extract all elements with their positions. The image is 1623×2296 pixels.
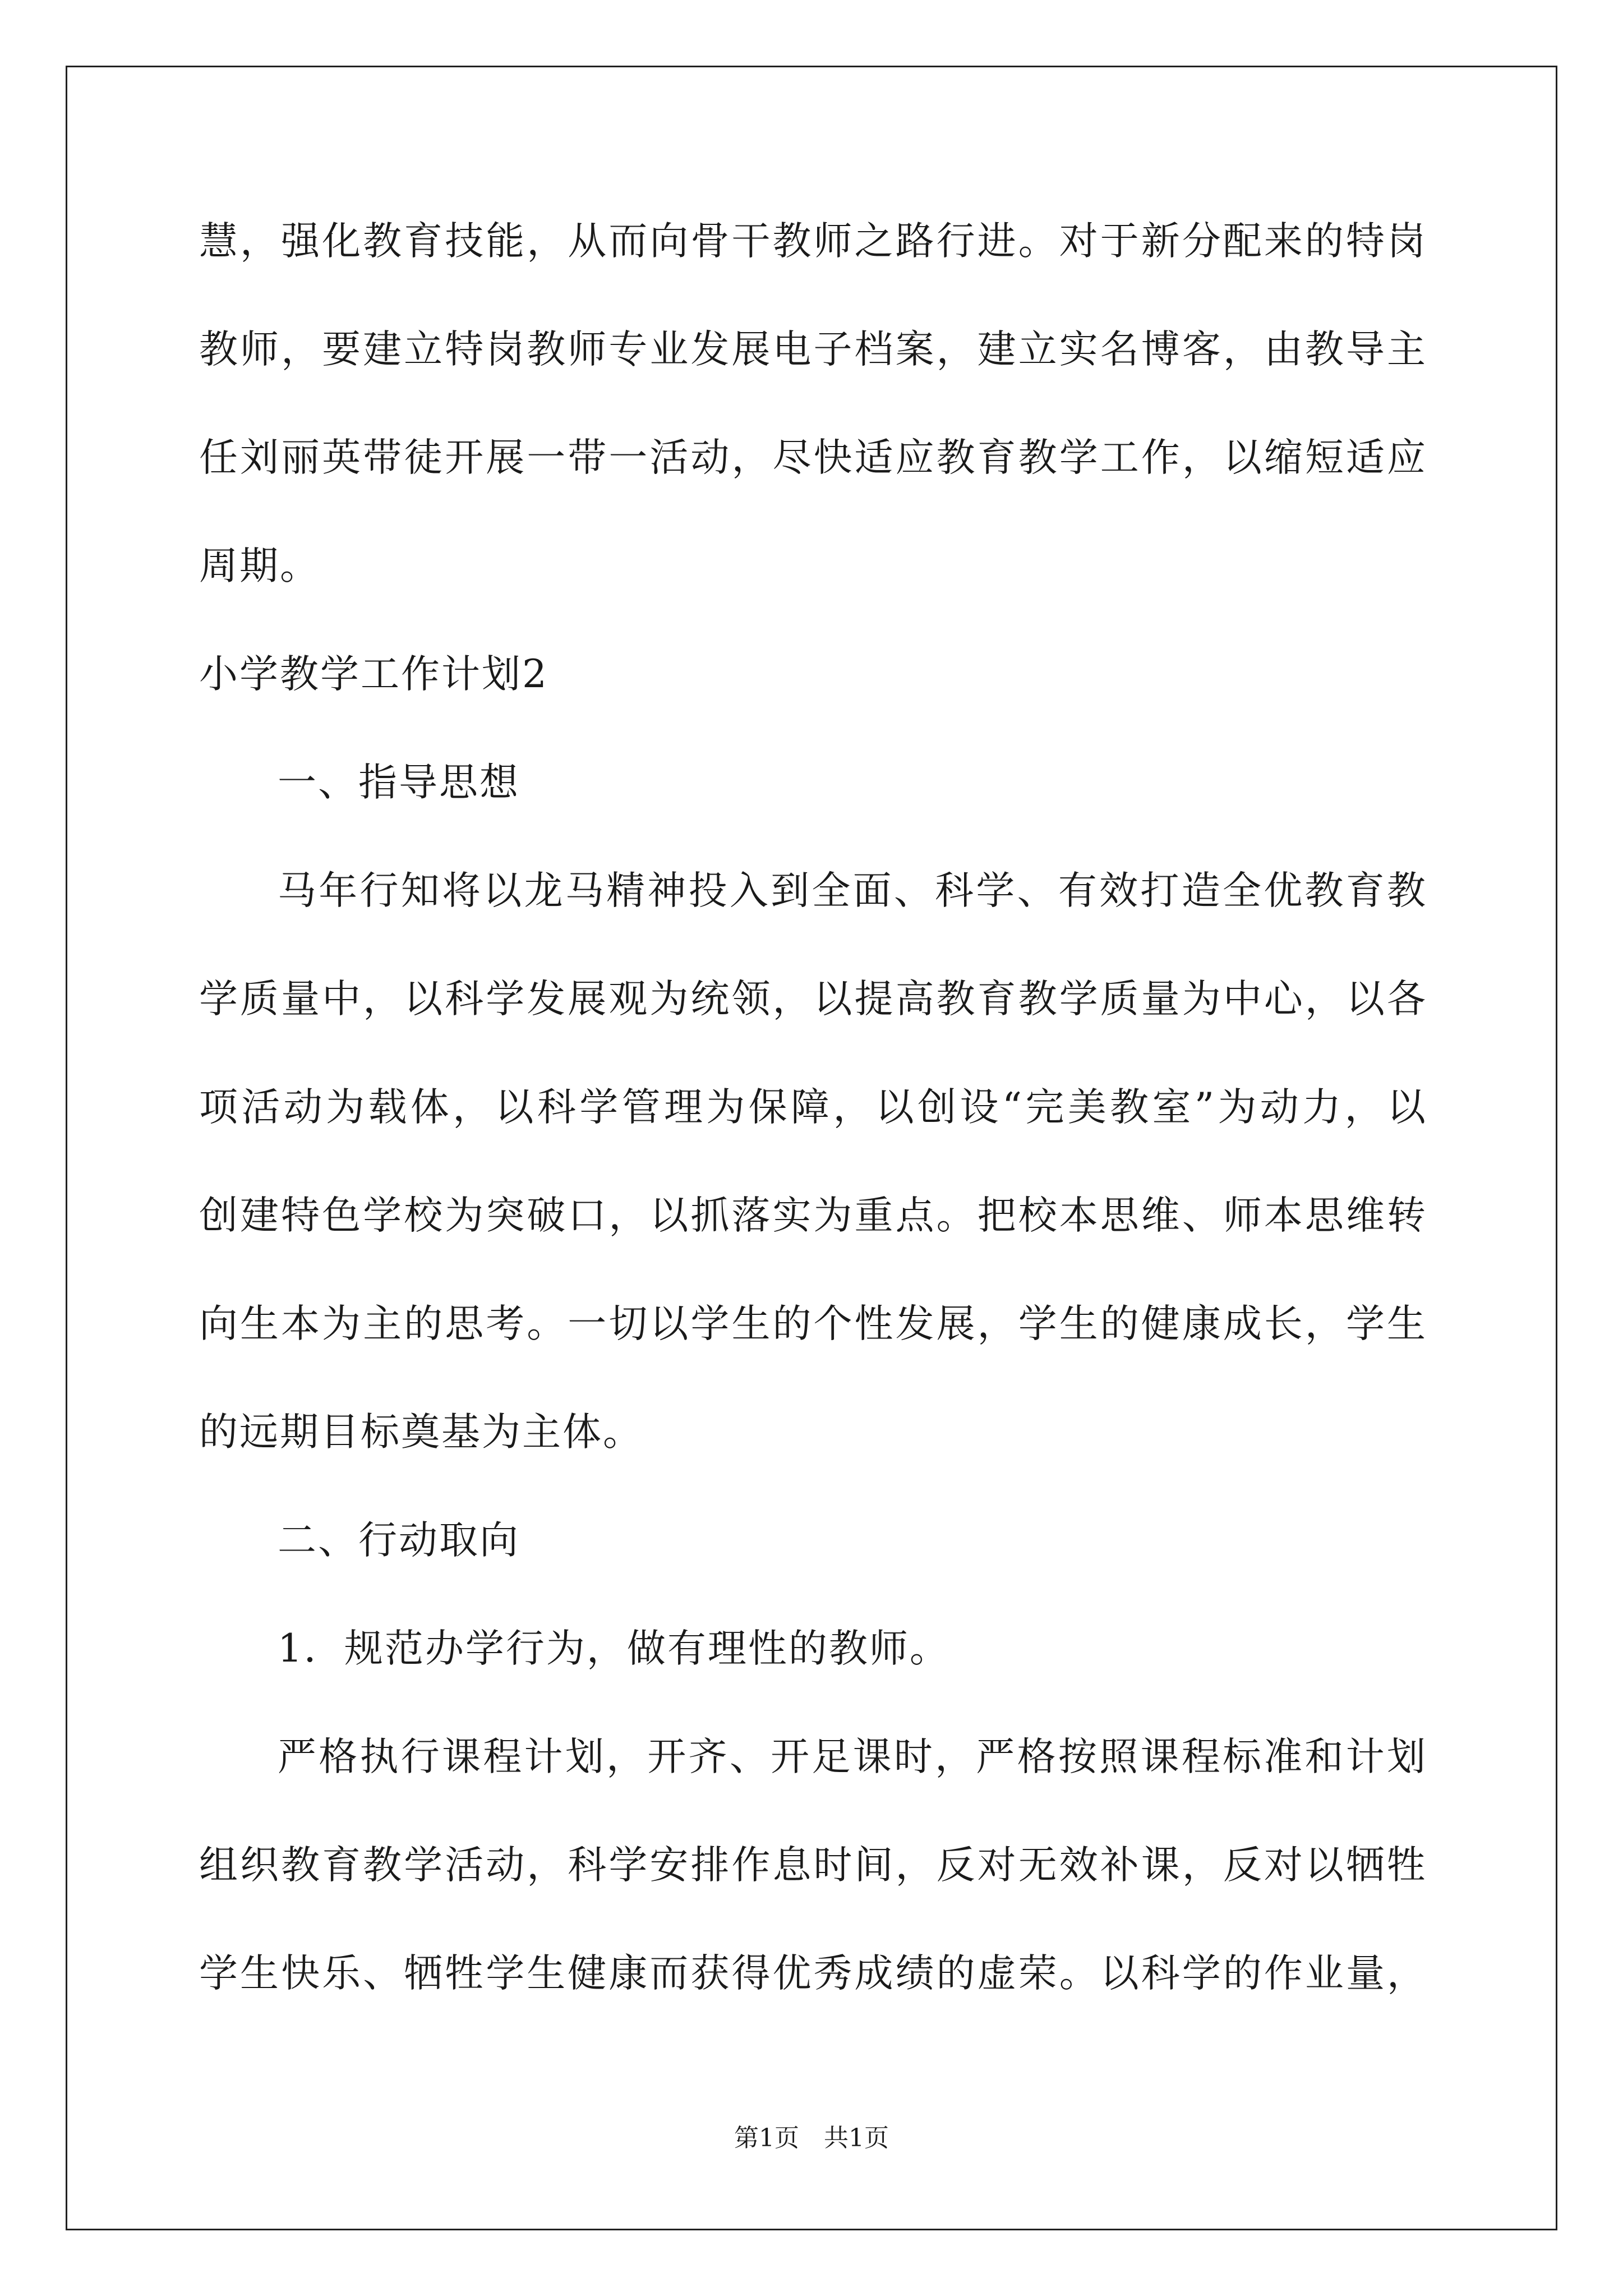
text-line-15: 严格执行课程计划，开齐、开足课时，严格按照课程标准和计划: [278, 1734, 1427, 1779]
text-line-1: 慧，强化教育技能，从而向骨干教师之路行进。对于新分配来的特岗: [199, 219, 1427, 264]
text-line-2: 教师，要建立特岗教师专业发展电子档案，建立实名博客，由教导主: [199, 327, 1427, 372]
heading-guiding-ideology: 一、指导思想: [278, 760, 520, 805]
heading-action-orientation: 二、行动取向: [278, 1518, 520, 1563]
text-line-17: 学生快乐、牺牲学生健康而获得优秀成绩的虚荣。以科学的作业量，: [199, 1951, 1427, 1996]
text-line-10: 创建特色学校为突破口，以抓落实为重点。把校本思维、师本思维转: [199, 1193, 1427, 1238]
document-body: [199, 213, 1427, 2054]
text-line-11: 向生本为主的思考。一切以学生的个性发展，学生的健康成长，学生: [199, 1301, 1427, 1346]
subheading-1: 1．规范办学行为，做有理性的教师。: [278, 1626, 950, 1671]
text-line-12: 的远期目标奠基为主体。: [199, 1410, 643, 1455]
text-line-8: 学质量中，以科学发展观为统领，以提高教育教学质量为中心，以各: [199, 977, 1427, 1022]
page-footer: 第1页 共1页: [734, 2124, 889, 2152]
text-line-7: 马年行知将以龙马精神投入到全面、科学、有效打造全优教育教: [278, 868, 1427, 913]
text-line-9: 项活动为载体，以科学管理为保障，以创设“完美教室”为动力，以: [199, 1085, 1427, 1130]
section-title: 小学教学工作计划2: [199, 652, 548, 697]
text-line-16: 组织教育教学活动，科学安排作息时间，反对无效补课，反对以牺牲: [199, 1843, 1427, 1888]
text-line-4: 周期。: [199, 544, 320, 588]
text-line-3: 任刘丽英带徒开展一带一活动，尽快适应教育教学工作，以缩短适应: [199, 435, 1427, 480]
